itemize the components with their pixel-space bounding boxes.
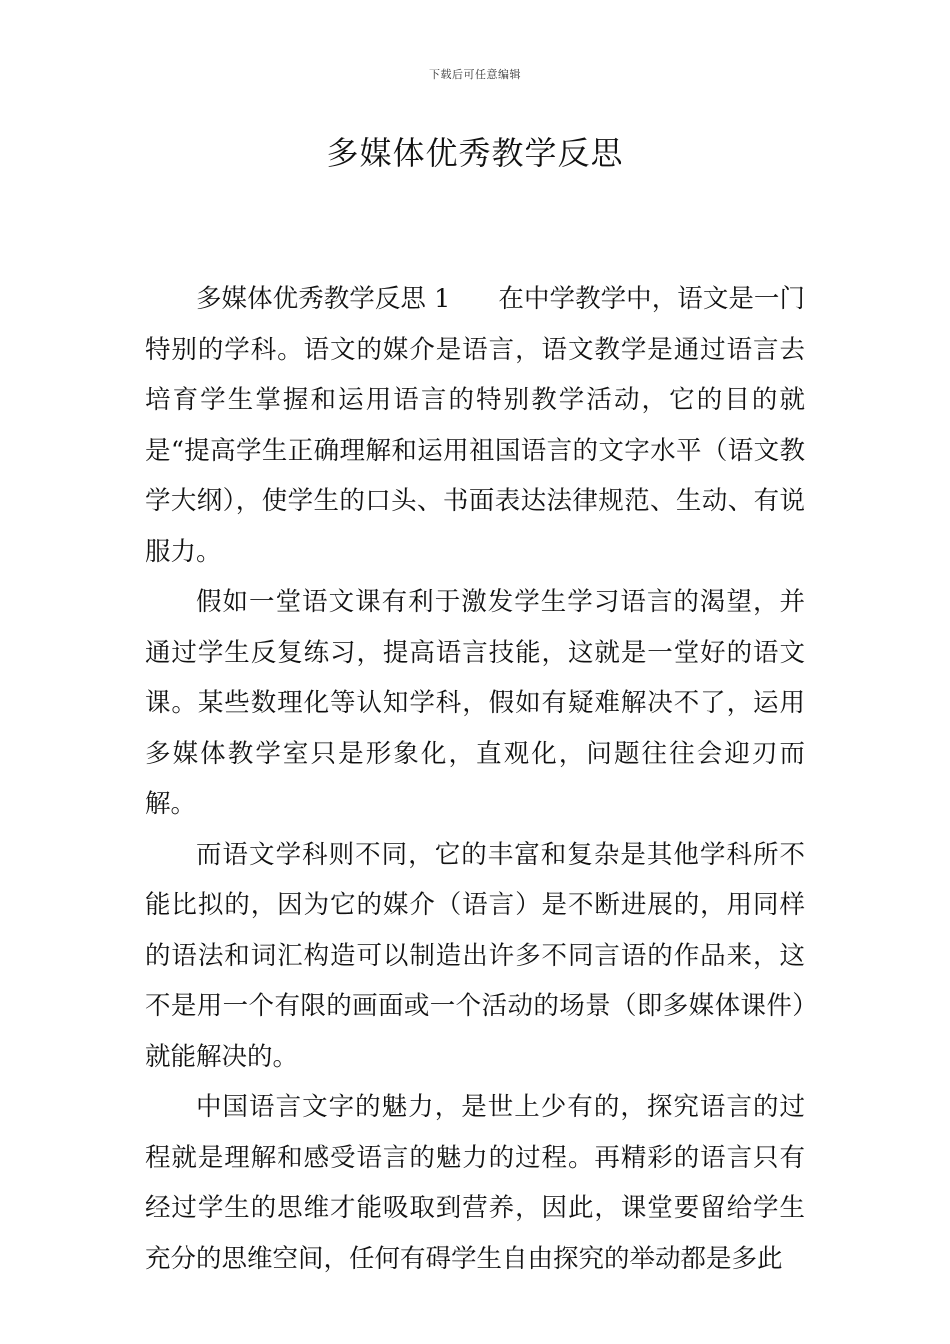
paragraph-3-text: 而语文学科则不同，它的丰富和复杂是其他学科所不能比拟的，因为它的媒介（语言）是不断进展的，用同样的语法和词汇构造可以制造出许多不同言语的作品来，这不是用一个有限的画面或一个活动的场景（即多媒体课件）就能解决的。 [145,839,805,1072]
paragraph-4 [145,1082,805,1284]
document-body [145,274,805,1284]
paragraph-1-lead: 多媒体优秀教学反思 1 [196,284,451,314]
paragraph-2-text: 假如一堂语文课有利于激发学生学习语言的渴望，并通过学生反复练习，提高语言技能，这就是一堂好的语文课。某些数理化等认知学科，假如有疑难解决不了，运用多媒体教学室只是形象化，直观化，问题往往会迎刃而解。 [145,587,805,819]
document-title: 多媒体优秀教学反思 [326,134,624,172]
paragraph-2 [145,577,805,830]
paragraph-1-text: 在中学教学中，语文是一门特别的学科。语文的媒介是语言，语文教学是通过语言去培育学生掌握和运用语言的特别教学活动，它的目的就是“提高学生正确理解和运用祖国语言的文字水平（语文教学大纲），使学生的口头、书面表达法律规范、生动、有说服力。 [145,284,805,567]
paragraph-3 [145,830,805,1083]
paragraph-4-text: 中国语言文字的魅力，是世上少有的，探究语言的过程就是理解和感受语言的魅力的过程。再精彩的语言只有经过学生的思维才能吸取到营养，因此，课堂要留给学生充分的思维空间，任何有碍学生自由探究的举动都是多此 [145,1092,805,1274]
header-note: 下载后可任意编辑 [429,68,521,81]
paragraph-1 [145,274,805,577]
